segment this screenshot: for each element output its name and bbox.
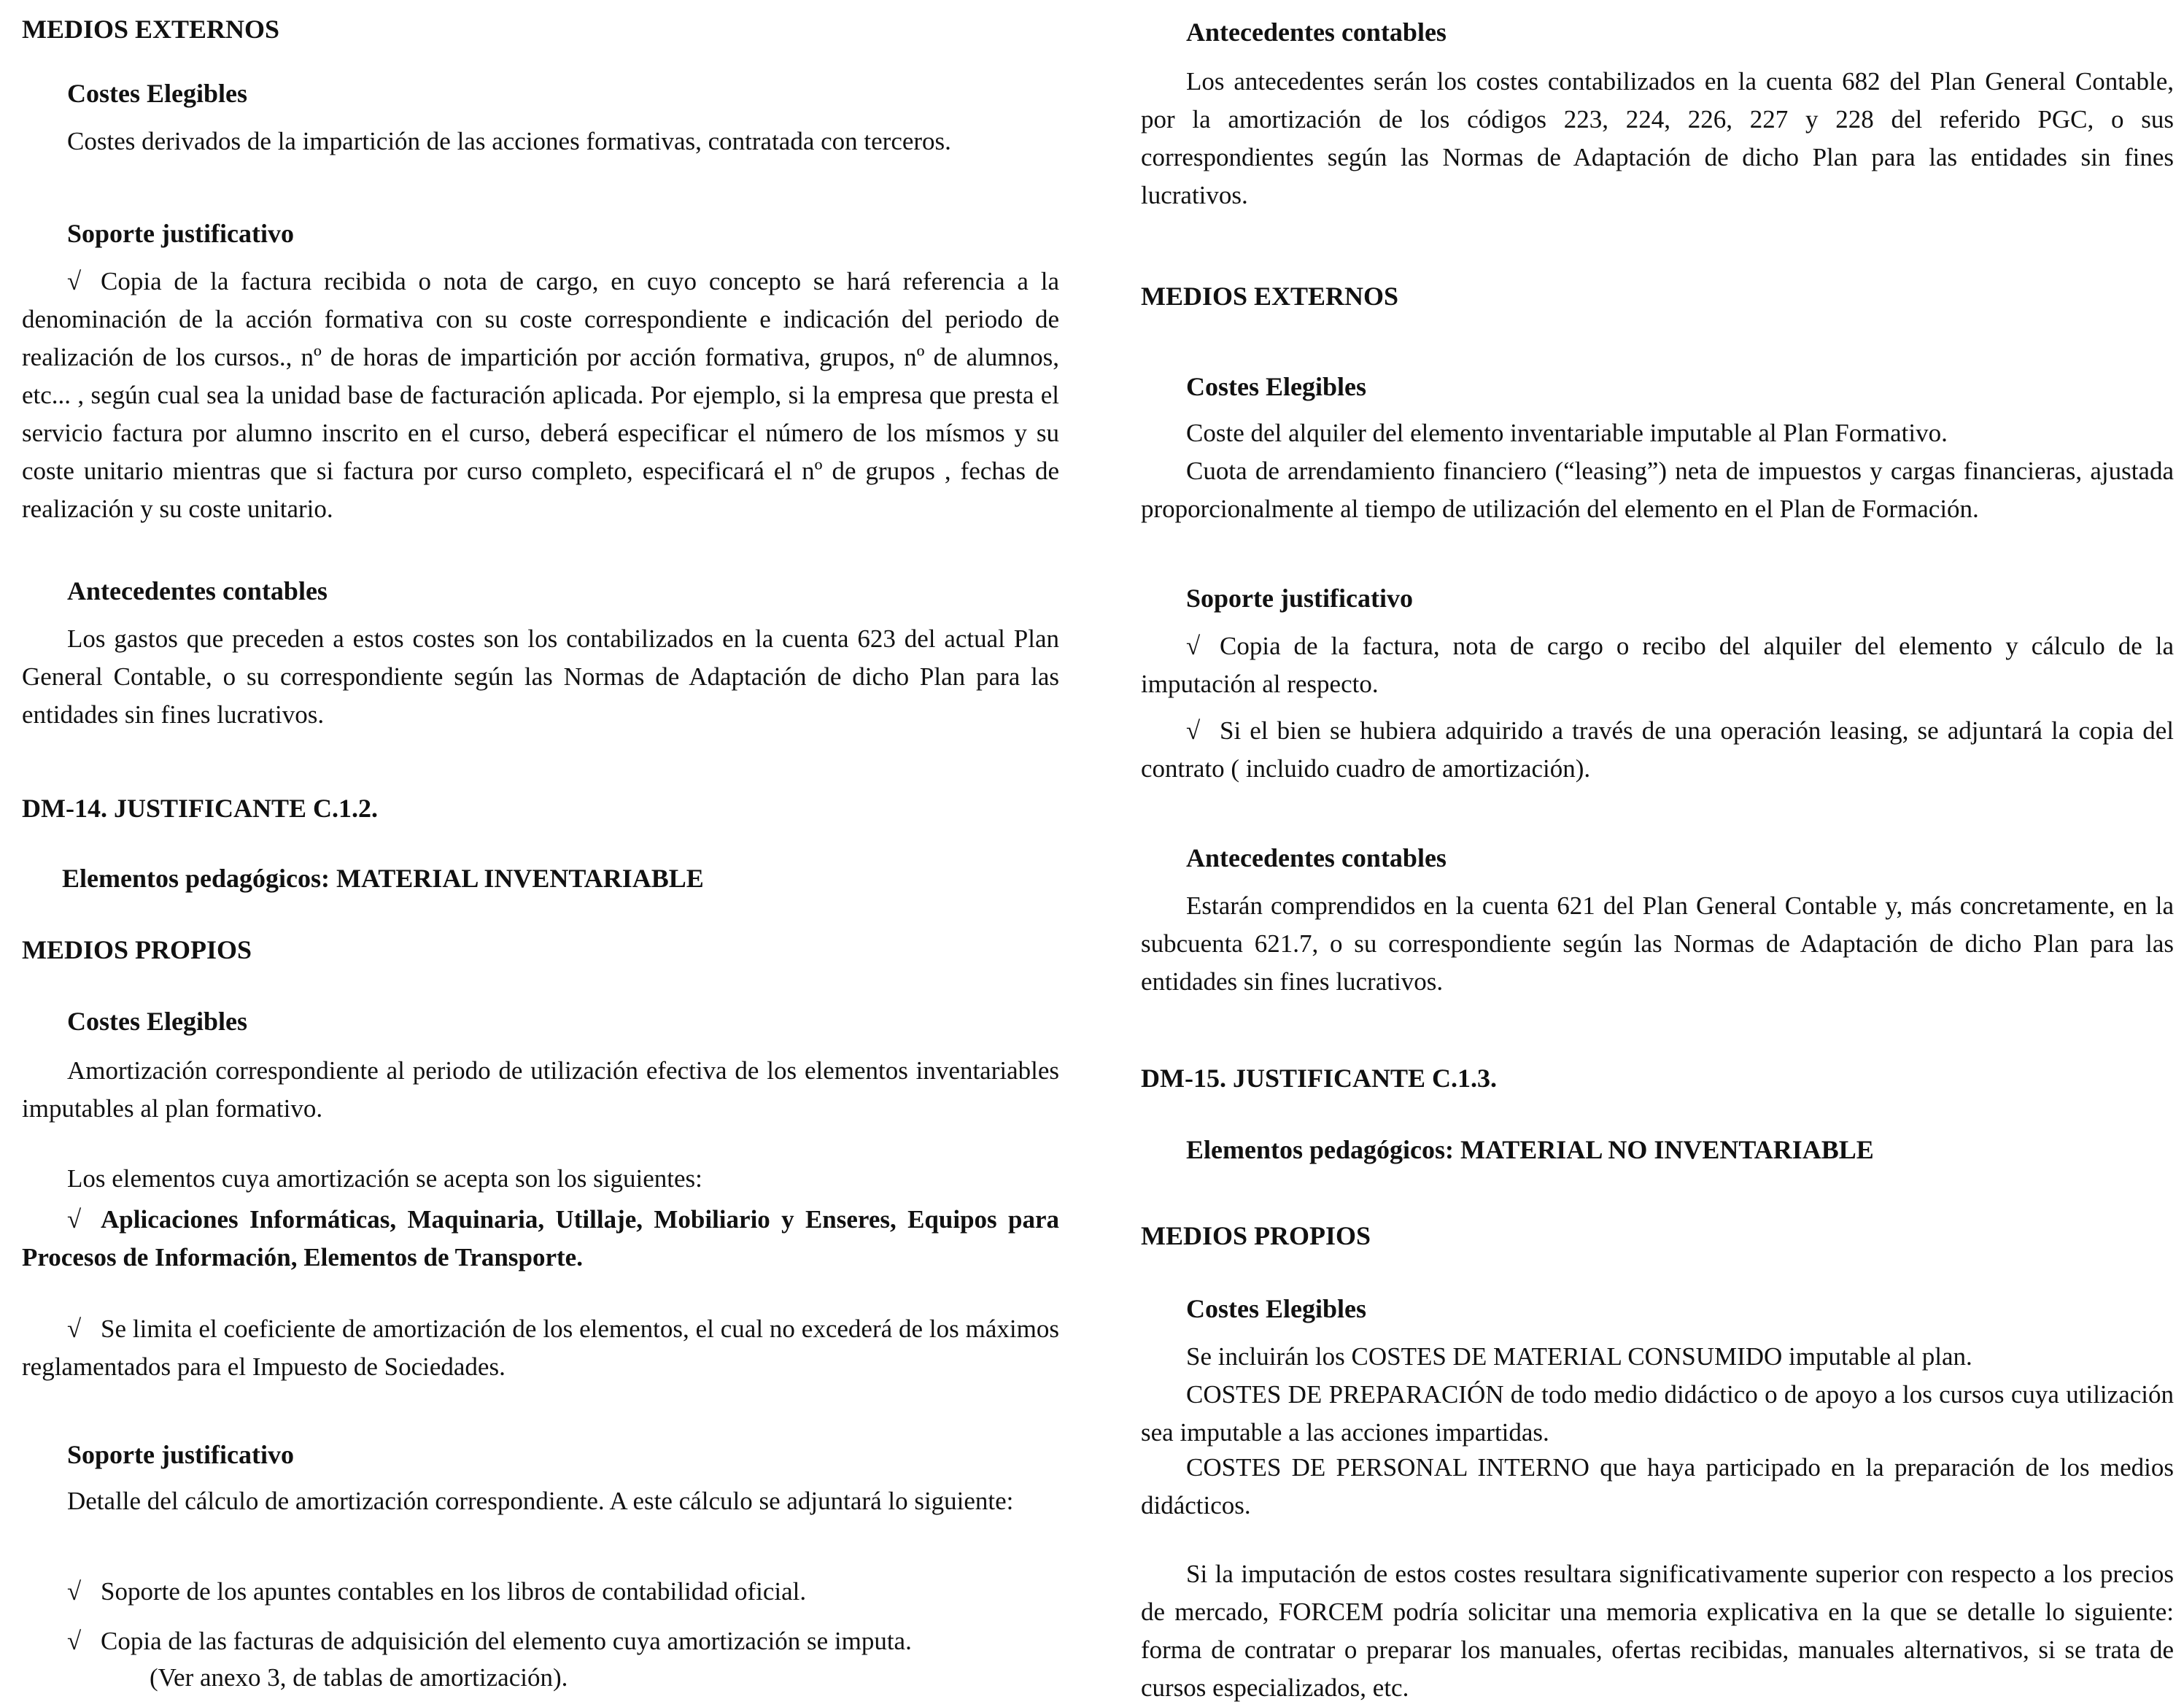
heading-costes-elegibles: Costes Elegibles <box>67 79 247 108</box>
soporte-2-checklist-item: √ Soporte de los apuntes contables en los libros de contabilidad oficial. <box>22 1573 1059 1611</box>
heading-antecedentes-contables: Antecedentes contables <box>67 576 328 605</box>
antecedentes-text: Estarán comprendidos en la cuenta 621 del Plan General Contable y, más concretamente, en la subcuenta 621.7, o su correspondiente según las Normas de Adaptación de dicho Plan para las entidades sin fines lucrativos. <box>1141 891 2174 996</box>
costes-elegibles-text: Costes derivados de la impartición de las acciones formativas, contratada con terceros. <box>67 127 951 155</box>
costes-elegibles-p2: Cuota de arrendamiento financiero (“leasing”) neta de impuestos y cargas financieras, ajustada proporcionalmente al tiempo de utilización del elemento en el Plan de Formación. <box>1141 457 2174 523</box>
heading-costes-elegibles-2: Costes Elegibles <box>67 1007 247 1036</box>
heading-dm14: DM-14. JUSTIFICANTE C.1.2. <box>22 794 379 823</box>
heading-antecedentes-contables: Antecedentes contables <box>1186 18 1447 47</box>
check-icon: √ <box>1186 716 1201 745</box>
heading-material-no-inventariable: Elementos pedagógicos: MATERIAL NO INVENTARIABLE <box>1186 1135 1874 1164</box>
check-icon: √ <box>67 1627 82 1655</box>
soporte-checklist-item: √ Si el bien se hubiera adquirido a través de una operación leasing, se adjuntará la copia del contrato ( incluido cuadro de amortización). <box>1141 712 2174 788</box>
check-icon: √ <box>67 267 82 295</box>
check-icon: √ <box>67 1315 82 1343</box>
costes-elegibles-2-p3: COSTES DE PERSONAL INTERNO que haya participado en la preparación de los medios didácticos. <box>1141 1453 2174 1520</box>
heading-medios-propios: MEDIOS PROPIOS <box>1141 1221 1371 1250</box>
costes-elegibles-2-p2: COSTES DE PREPARACIÓN de todo medio didáctico o de apoyo a los cursos cuya utilización sea imputable a las acciones impartidas. <box>1141 1380 2174 1447</box>
elementos-intro: Los elementos cuya amortización se acepta son los siguientes: <box>67 1164 702 1193</box>
heading-costes-elegibles-2: Costes Elegibles <box>1186 1294 1366 1323</box>
soporte-2-text: Detalle del cálculo de amortización correspondiente. A este cálculo se adjuntará lo siguiente: <box>67 1487 1014 1515</box>
heading-material-inventariable: Elementos pedagógicos: MATERIAL INVENTARIABLE <box>62 864 704 893</box>
antecedentes-text: Los gastos que preceden a estos costes son los contabilizados en la cuenta 623 del actual Plan General Contable, o su correspondiente según las Normas de Adaptación de dicho Plan para las entidades sin fines lucrativos. <box>22 624 1059 729</box>
soporte-checklist-item: √ Copia de la factura, nota de cargo o recibo del alquiler del elemento y cálculo de la imputación al respecto. <box>1141 627 2174 703</box>
heading-soporte-justificativo-2: Soporte justificativo <box>67 1440 294 1469</box>
heading-soporte-justificativo: Soporte justificativo <box>1186 584 1413 613</box>
check-icon: √ <box>67 1205 82 1234</box>
anexo-note: (Ver anexo 3, de tablas de amortización). <box>150 1663 568 1692</box>
elementos-list-item: √ Aplicaciones Informáticas, Maquinaria, Utillaje, Mobiliario y Enseres, Equipos para Procesos de Información, Elementos de Transporte. <box>22 1201 1059 1277</box>
costes-elegibles-p1: Coste del alquiler del elemento inventariable imputable al Plan Formativo. <box>1186 419 1948 447</box>
costes-elegibles-2-text: Amortización correspondiente al periodo de utilización efectiva de los elementos inventariables imputables al plan formativo. <box>22 1056 1059 1123</box>
imputacion-text: Si la imputación de estos costes resultara significativamente superior con respecto a los precios de mercado, FORCEM podría solicitar una memoria explicativa en la que se detalle lo siguiente: forma de contratar o preparar los manuales, ofertas recibidas, manuales alternativos, si se trata de cursos especializados, etc. <box>1141 1560 2174 1702</box>
heading-dm15: DM-15. JUSTIFICANTE C.1.3. <box>1141 1064 1498 1093</box>
heading-medios-externos: MEDIOS EXTERNOS <box>22 15 280 44</box>
antecedentes-top-text: Los antecedentes serán los costes contabilizados en la cuenta 682 del Plan General Contable, por la amortización de los códigos 223, 224, 226, 227 y 228 del referido PGC, o sus correspondientes según las Normas de Adaptación de dicho Plan para las entidades sin fines lucrativos. <box>1141 67 2174 209</box>
heading-medios-externos: MEDIOS EXTERNOS <box>1141 282 1399 311</box>
heading-medios-propios: MEDIOS PROPIOS <box>22 935 252 964</box>
soporte-checklist-item: √ Copia de la factura recibida o nota de cargo, en cuyo concepto se hará referencia a la denominación de la acción formativa con su coste correspondiente e indicación del periodo de realización de los cursos., nº de horas de impartición por acción formativa, grupos, nº de alumnos, etc... , según cual sea la unidad base de facturación aplicada. Por ejemplo, si la empresa que presta el servicio factura por alumno inscrito en el curso, deberá especificar el número de los mísmos y su coste unitario mientras que si factura por curso completo, especificará el nº de grupos , fechas de realización y su coste unitario. <box>22 263 1059 528</box>
heading-soporte-justificativo: Soporte justificativo <box>67 219 294 248</box>
check-icon: √ <box>1186 632 1201 660</box>
coeficiente-item: √ Se limita el coeficiente de amortización de los elementos, el cual no excederá de los máximos reglamentados para el Impuesto de Sociedades. <box>22 1310 1059 1386</box>
heading-costes-elegibles: Costes Elegibles <box>1186 372 1366 401</box>
heading-antecedentes-contables-2: Antecedentes contables <box>1186 843 1447 872</box>
soporte-2-checklist-item: √ Copia de las facturas de adquisición del elemento cuya amortización se imputa. <box>22 1622 1059 1660</box>
check-icon: √ <box>67 1577 82 1606</box>
costes-elegibles-2-p1: Se incluirán los COSTES DE MATERIAL CONSUMIDO imputable al plan. <box>1186 1342 1972 1371</box>
